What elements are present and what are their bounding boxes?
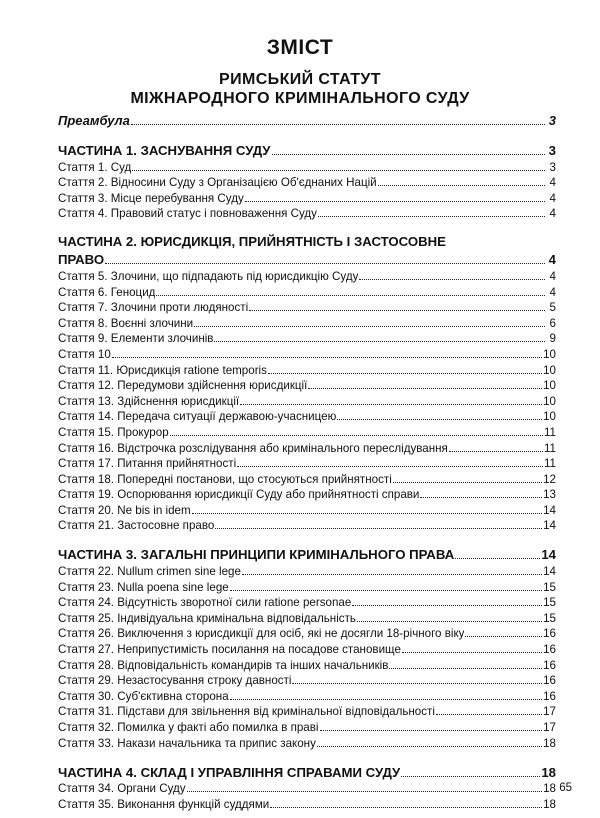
dot-leader	[249, 310, 545, 311]
toc-article-entry-page: 4	[549, 191, 556, 205]
toc-article-entry-page: 15	[543, 580, 556, 594]
dot-leader	[420, 497, 542, 498]
toc-article-entry-page: 14	[543, 503, 556, 517]
toc-article-entry-label: Стаття 7. Злочини проти людяності	[58, 301, 249, 315]
document-title-line-1: РИМСЬКИЙ СТАТУТ	[219, 71, 381, 88]
dot-leader	[318, 216, 545, 217]
toc-article-entry	[58, 734, 556, 750]
toc-article-entry	[58, 609, 556, 625]
toc-article-entry-page: 14	[543, 565, 556, 579]
toc-article-entry-label: Стаття 10	[58, 347, 111, 361]
toc-part-heading-label: ЧАСТИНА 3. ЗАГАЛЬНІ ПРИНЦИПИ КРИМІНАЛЬНОГО ПРАВА	[58, 547, 455, 563]
toc-article-entry-label: Стаття 13. Здійснення юрисдикції	[58, 394, 240, 408]
toc-article-entry-label: Стаття 17. Питання прийнятності	[58, 457, 237, 471]
toc-article-entry	[58, 377, 556, 393]
dot-leader	[378, 185, 545, 186]
toc-article-entry-label: Стаття 24. Відсутність зворотної сили ratione personae	[58, 596, 352, 610]
dot-leader	[215, 528, 542, 529]
toc-article-entry	[58, 267, 556, 283]
toc-preamble	[58, 110, 556, 128]
dot-leader	[436, 714, 542, 715]
section-gap	[58, 532, 556, 544]
dot-leader	[401, 776, 540, 777]
toc-article-entry-label: Стаття 31. Підстави для звільнення від кримінальної відповідальності	[58, 705, 435, 719]
toc-article-entry-label: Стаття 11. Юрисдикція ratione temporis	[58, 363, 267, 377]
toc-article-entry	[58, 314, 556, 330]
toc-article-entry-page: 10	[543, 394, 556, 408]
toc-article-entry-page: 16	[543, 643, 556, 657]
toc-article-entry	[58, 455, 556, 471]
toc-article-entry-label: Стаття 15. Прокурор	[58, 425, 169, 439]
toc-article-entry	[58, 158, 556, 174]
toc-article-entry-label: Стаття 34. Органи Суду	[58, 782, 186, 796]
toc-article-entry-page: 14	[543, 519, 556, 533]
toc-article-entry-page: 4	[549, 176, 556, 190]
toc-article-entry	[58, 562, 556, 578]
toc-article-entry-page: 11	[543, 457, 556, 471]
dot-leader	[268, 373, 542, 374]
dot-leader	[359, 279, 545, 280]
toc-article-entry	[58, 439, 556, 455]
toc-article-entry-page: 11	[543, 425, 556, 439]
dot-leader	[465, 636, 542, 637]
dot-leader	[105, 263, 545, 264]
dot-leader	[308, 388, 542, 389]
toc-part-heading	[58, 544, 556, 562]
toc-article-entry-label: Стаття 5. Злочини, що підпадають під юрисдикцію Суду	[58, 269, 359, 283]
toc-article-entry-page: 16	[543, 689, 556, 703]
toc-article-entry	[58, 189, 556, 205]
document-title-line-2: МІЖНАРОДНОГО КРИМІНАЛЬНОГО СУДУ	[130, 90, 470, 107]
toc-article-entry	[58, 486, 556, 502]
toc-article-entry-page: 16	[543, 658, 556, 672]
toc-article-entry-label: Стаття 1. Суд	[58, 160, 132, 174]
toc-article-entry-page: 6	[549, 316, 556, 330]
toc-part-heading-cont-label: ПРАВО	[58, 252, 105, 268]
dot-leader	[192, 513, 542, 514]
dot-leader	[230, 590, 542, 591]
toc-article-entry-page: 12	[543, 472, 556, 486]
dot-leader	[449, 451, 543, 452]
toc-article-entry	[58, 205, 556, 221]
toc-part-heading-cont	[58, 249, 556, 267]
toc-article-entry-label: Стаття 25. Індивідуальна кримінальна відповідальність	[58, 611, 356, 625]
dot-leader	[131, 124, 545, 125]
toc-article-entry	[58, 625, 556, 641]
toc-part-heading-cont-page: 4	[548, 252, 556, 268]
toc-article-entry	[58, 361, 556, 377]
toc-part-heading-label: ЧАСТИНА 1. ЗАСНУВАННЯ СУДУ	[58, 143, 271, 158]
toc-part-heading	[58, 762, 556, 780]
toc-article-entry	[58, 795, 556, 811]
toc-article-entry-label: Стаття 26. Виключення з юрисдикції для осіб, які не досягли 18-річного віку	[58, 627, 465, 641]
toc-article-entry	[58, 594, 556, 610]
toc-article-entry	[58, 283, 556, 299]
toc-part-heading-page: 14	[541, 547, 556, 563]
dot-leader	[320, 730, 543, 731]
toc-article-entry	[58, 501, 556, 517]
page-number: 65	[559, 782, 572, 794]
toc-article-entry-page: 17	[543, 721, 556, 734]
toc-article-entry-label: Стаття 30. Суб'єктивна сторона	[58, 689, 229, 703]
toc-part-heading	[58, 140, 556, 158]
dot-leader	[187, 791, 543, 792]
toc-article-entry-label: Стаття 16. Відстрочка розслідування або кримінального переслідування	[58, 441, 448, 455]
dot-leader	[272, 154, 546, 155]
toc-article-entry-page: 15	[543, 596, 556, 610]
toc-article-entry-label: Стаття 19. Оспорювання юрисдикції Суду або прийнятності справи	[58, 488, 420, 502]
dot-leader	[389, 668, 542, 669]
toc-part-heading	[58, 232, 556, 249]
section-gap	[58, 128, 556, 140]
toc-article-entry-label: Стаття 22. Nullum crimen sine lege	[58, 565, 241, 579]
toc-article-entry-label: Стаття 28. Відповідальність командирів та інших начальників	[58, 658, 389, 672]
page-title: ЗМІСТ	[266, 36, 334, 59]
toc-article-entry-page: 9	[549, 332, 556, 346]
dot-leader	[237, 466, 543, 467]
toc-article-entry-page: 18	[543, 782, 556, 796]
toc-preamble-page: 3	[548, 113, 556, 128]
dot-leader	[357, 621, 542, 622]
toc-article-entry-page: 17	[543, 705, 556, 719]
dot-leader	[245, 201, 545, 202]
toc-article-entry	[58, 780, 556, 796]
toc-article-entry-label: Стаття 29. Незастосування строку давності	[58, 674, 292, 688]
toc-part-heading-label: ЧАСТИНА 4. СКЛАД І УПРАВЛІННЯ СПРАВАМИ СУДУ	[58, 764, 401, 780]
dot-leader	[455, 558, 540, 559]
toc-article-entry	[58, 640, 556, 656]
toc-article-entry	[58, 672, 556, 688]
toc-part-heading-page: 3	[548, 143, 556, 158]
toc-article-entry-page: 18	[543, 736, 556, 750]
toc-part-heading-page: 18	[541, 764, 556, 780]
toc-article-entry	[58, 703, 556, 719]
toc-article-entry-page: 16	[543, 627, 556, 641]
toc-article-entry-label: Стаття 2. Відносини Суду з Організацією Об'єднаних Націй	[58, 176, 377, 190]
toc-article-entry	[58, 392, 556, 408]
toc-article-entry	[58, 408, 556, 424]
toc-article-entry-label: Стаття 9. Елементи злочинів	[58, 332, 214, 346]
dot-leader	[352, 605, 542, 606]
toc-article-entry-page: 10	[543, 410, 556, 424]
document-title	[0, 70, 600, 108]
toc-article-entry-page: 10	[543, 379, 556, 393]
toc-article-entry	[58, 345, 556, 361]
dot-leader	[317, 746, 542, 747]
toc-article-entry	[58, 330, 556, 346]
toc-article-entry	[58, 687, 556, 703]
section-gap	[58, 750, 556, 762]
toc-article-entry-label: Стаття 6. Геноцид	[58, 285, 156, 299]
toc-article-entry-page: 4	[549, 285, 556, 299]
toc-article-entry-page: 16	[543, 674, 556, 688]
toc-article-entry-label: Стаття 3. Місце перебування Суду	[58, 191, 244, 205]
table-of-contents	[58, 110, 556, 811]
toc-article-entry	[58, 656, 556, 672]
toc-article-entry-page: 5	[549, 301, 556, 315]
toc-article-entry-page: 4	[549, 269, 556, 283]
toc-article-entry-label: Стаття 4. Правовий статус і повноваження Суду	[58, 207, 317, 221]
dot-leader	[402, 652, 542, 653]
toc-article-entry-page: 10	[543, 347, 556, 361]
toc-article-entry	[58, 578, 556, 594]
dot-leader	[242, 574, 542, 575]
dot-leader	[270, 807, 542, 808]
toc-article-entry-page: 13	[543, 488, 556, 502]
toc-article-entry-label: Стаття 27. Неприпустимість посилання на посадове становище	[58, 643, 401, 657]
toc-article-entry	[58, 718, 556, 734]
dot-leader	[230, 699, 542, 700]
toc-preamble-label: Преамбула	[58, 113, 130, 128]
dot-leader	[112, 357, 542, 358]
toc-part-heading-label: ЧАСТИНА 2. ЮРИСДИКЦІЯ, ПРИЙНЯТНІСТЬ І ЗАСТОСОВНЕ	[58, 234, 446, 250]
toc-article-entry-label: Стаття 33. Накази начальника та припис закону	[58, 736, 316, 750]
toc-article-entry-label: Стаття 23. Nulla poena sine lege	[58, 580, 229, 594]
toc-article-entry-label: Стаття 8. Воєнні злочини	[58, 316, 194, 330]
toc-article-entry	[58, 470, 556, 486]
dot-leader	[156, 295, 545, 296]
toc-article-entry-page: 3	[549, 160, 556, 174]
toc-article-entry	[58, 174, 556, 190]
toc-article-entry-label: Стаття 20. Ne bis in idem	[58, 503, 191, 517]
dot-leader	[132, 170, 545, 171]
toc-article-entry	[58, 517, 556, 533]
toc-article-entry	[58, 423, 556, 439]
toc-article-entry-page: 11	[543, 441, 556, 455]
dot-leader	[214, 341, 545, 342]
toc-article-entry-label: Стаття 14. Передача ситуації державою-учасницею	[58, 410, 337, 424]
toc-article-entry-label: Стаття 21. Застосовне право	[58, 519, 215, 533]
toc-article-entry-page: 18	[543, 797, 556, 811]
toc-article-entry-label: Стаття 35. Виконання функцій суддями	[58, 797, 270, 811]
dot-leader	[292, 683, 542, 684]
toc-article-entry-label: Стаття 12. Передумови здійснення юрисдикції	[58, 379, 308, 393]
toc-article-entry-page: 4	[549, 207, 556, 221]
toc-article-entry-page: 10	[543, 363, 556, 377]
section-gap	[58, 220, 556, 232]
toc-article-entry-label: Стаття 18. Попередні постанови, що стосуються прийнятності	[58, 472, 392, 486]
toc-article-entry-label: Стаття 32. Помилка у факті або помилка в праві	[58, 721, 319, 734]
dot-leader	[194, 326, 545, 327]
dot-leader	[240, 404, 542, 405]
toc-article-entry-page: 15	[543, 611, 556, 625]
dot-leader	[337, 419, 542, 420]
dot-leader	[170, 435, 543, 436]
dot-leader	[393, 482, 542, 483]
toc-article-entry	[58, 299, 556, 315]
